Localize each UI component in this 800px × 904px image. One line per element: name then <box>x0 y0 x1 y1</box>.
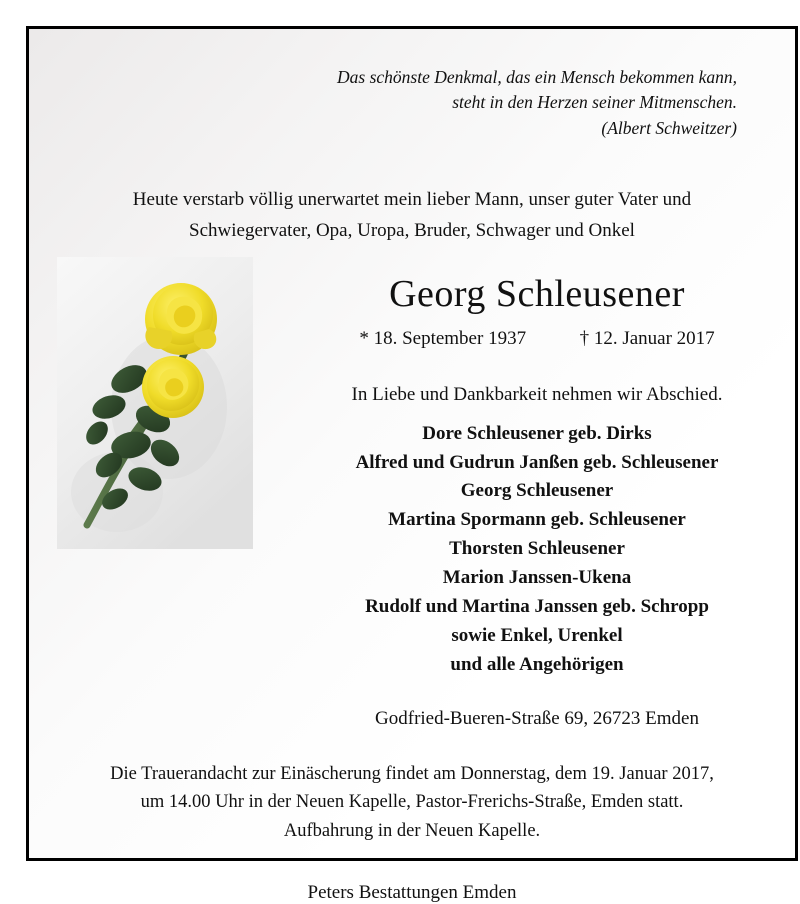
life-dates <box>309 328 765 350</box>
list-item: Georg Schleusener <box>460 480 614 502</box>
farewell-text: In Liebe und Dankbarkeit nehmen wir Abschied. <box>351 383 723 405</box>
deceased-name: Georg Schleusener <box>389 272 685 315</box>
service-details <box>59 760 765 846</box>
funeral-home: Peters Bestattungen Emden <box>307 881 517 903</box>
list-item: Alfred und Gudrun Janßen geb. Schleusener <box>355 451 719 473</box>
service-line-2: um 14.00 Uhr in der Neuen Kapelle, Pastor-Frerichs-Straße, Emden statt. <box>140 792 684 813</box>
intro-line-2: Schwiegervater, Opa, Uropa, Bruder, Schwager und Onkel <box>189 219 635 241</box>
yellow-roses-photo <box>57 257 253 549</box>
list-item: Dore Schleusener geb. Dirks <box>422 422 652 444</box>
quotation <box>59 47 765 141</box>
service-line-1: Die Trauerandacht zur Einäscherung findet am Donnerstag, dem 19. Januar 2017, <box>110 763 714 784</box>
list-item: Martina Spormann geb. Schleusener <box>388 509 686 531</box>
service-line-3: Aufbahrung in der Neuen Kapelle. <box>283 820 541 841</box>
family-address: Godfried-Bueren-Straße 69, 26723 Emden <box>375 707 699 729</box>
intro-text <box>59 185 765 246</box>
quote-attribution: (Albert Schweitzer) <box>601 117 737 138</box>
list-item: Thorsten Schleusener <box>449 538 625 560</box>
intro-line-1: Heute verstarb völlig unerwartet mein lieber Mann, unser guter Vater und <box>132 189 692 211</box>
quote-line-1: Das schönste Denkmal, das ein Mensch bekommen kann, <box>337 67 737 87</box>
rose-lower <box>142 356 204 418</box>
rose-upper <box>145 283 217 355</box>
death-date: † 12. Januar 2017 <box>579 327 715 349</box>
list-item: und alle Angehörigen <box>450 653 624 675</box>
list-item: Rudolf und Martina Janssen geb. Schropp <box>365 595 709 617</box>
list-item: sowie Enkel, Urenkel <box>451 624 623 646</box>
birth-date: * 18. September 1937 <box>359 327 527 349</box>
list-item: Marion Janssen-Ukena <box>442 567 632 589</box>
notice-frame <box>26 26 798 903</box>
quote-line-2: steht in den Herzen seiner Mitmenschen. <box>452 92 737 113</box>
